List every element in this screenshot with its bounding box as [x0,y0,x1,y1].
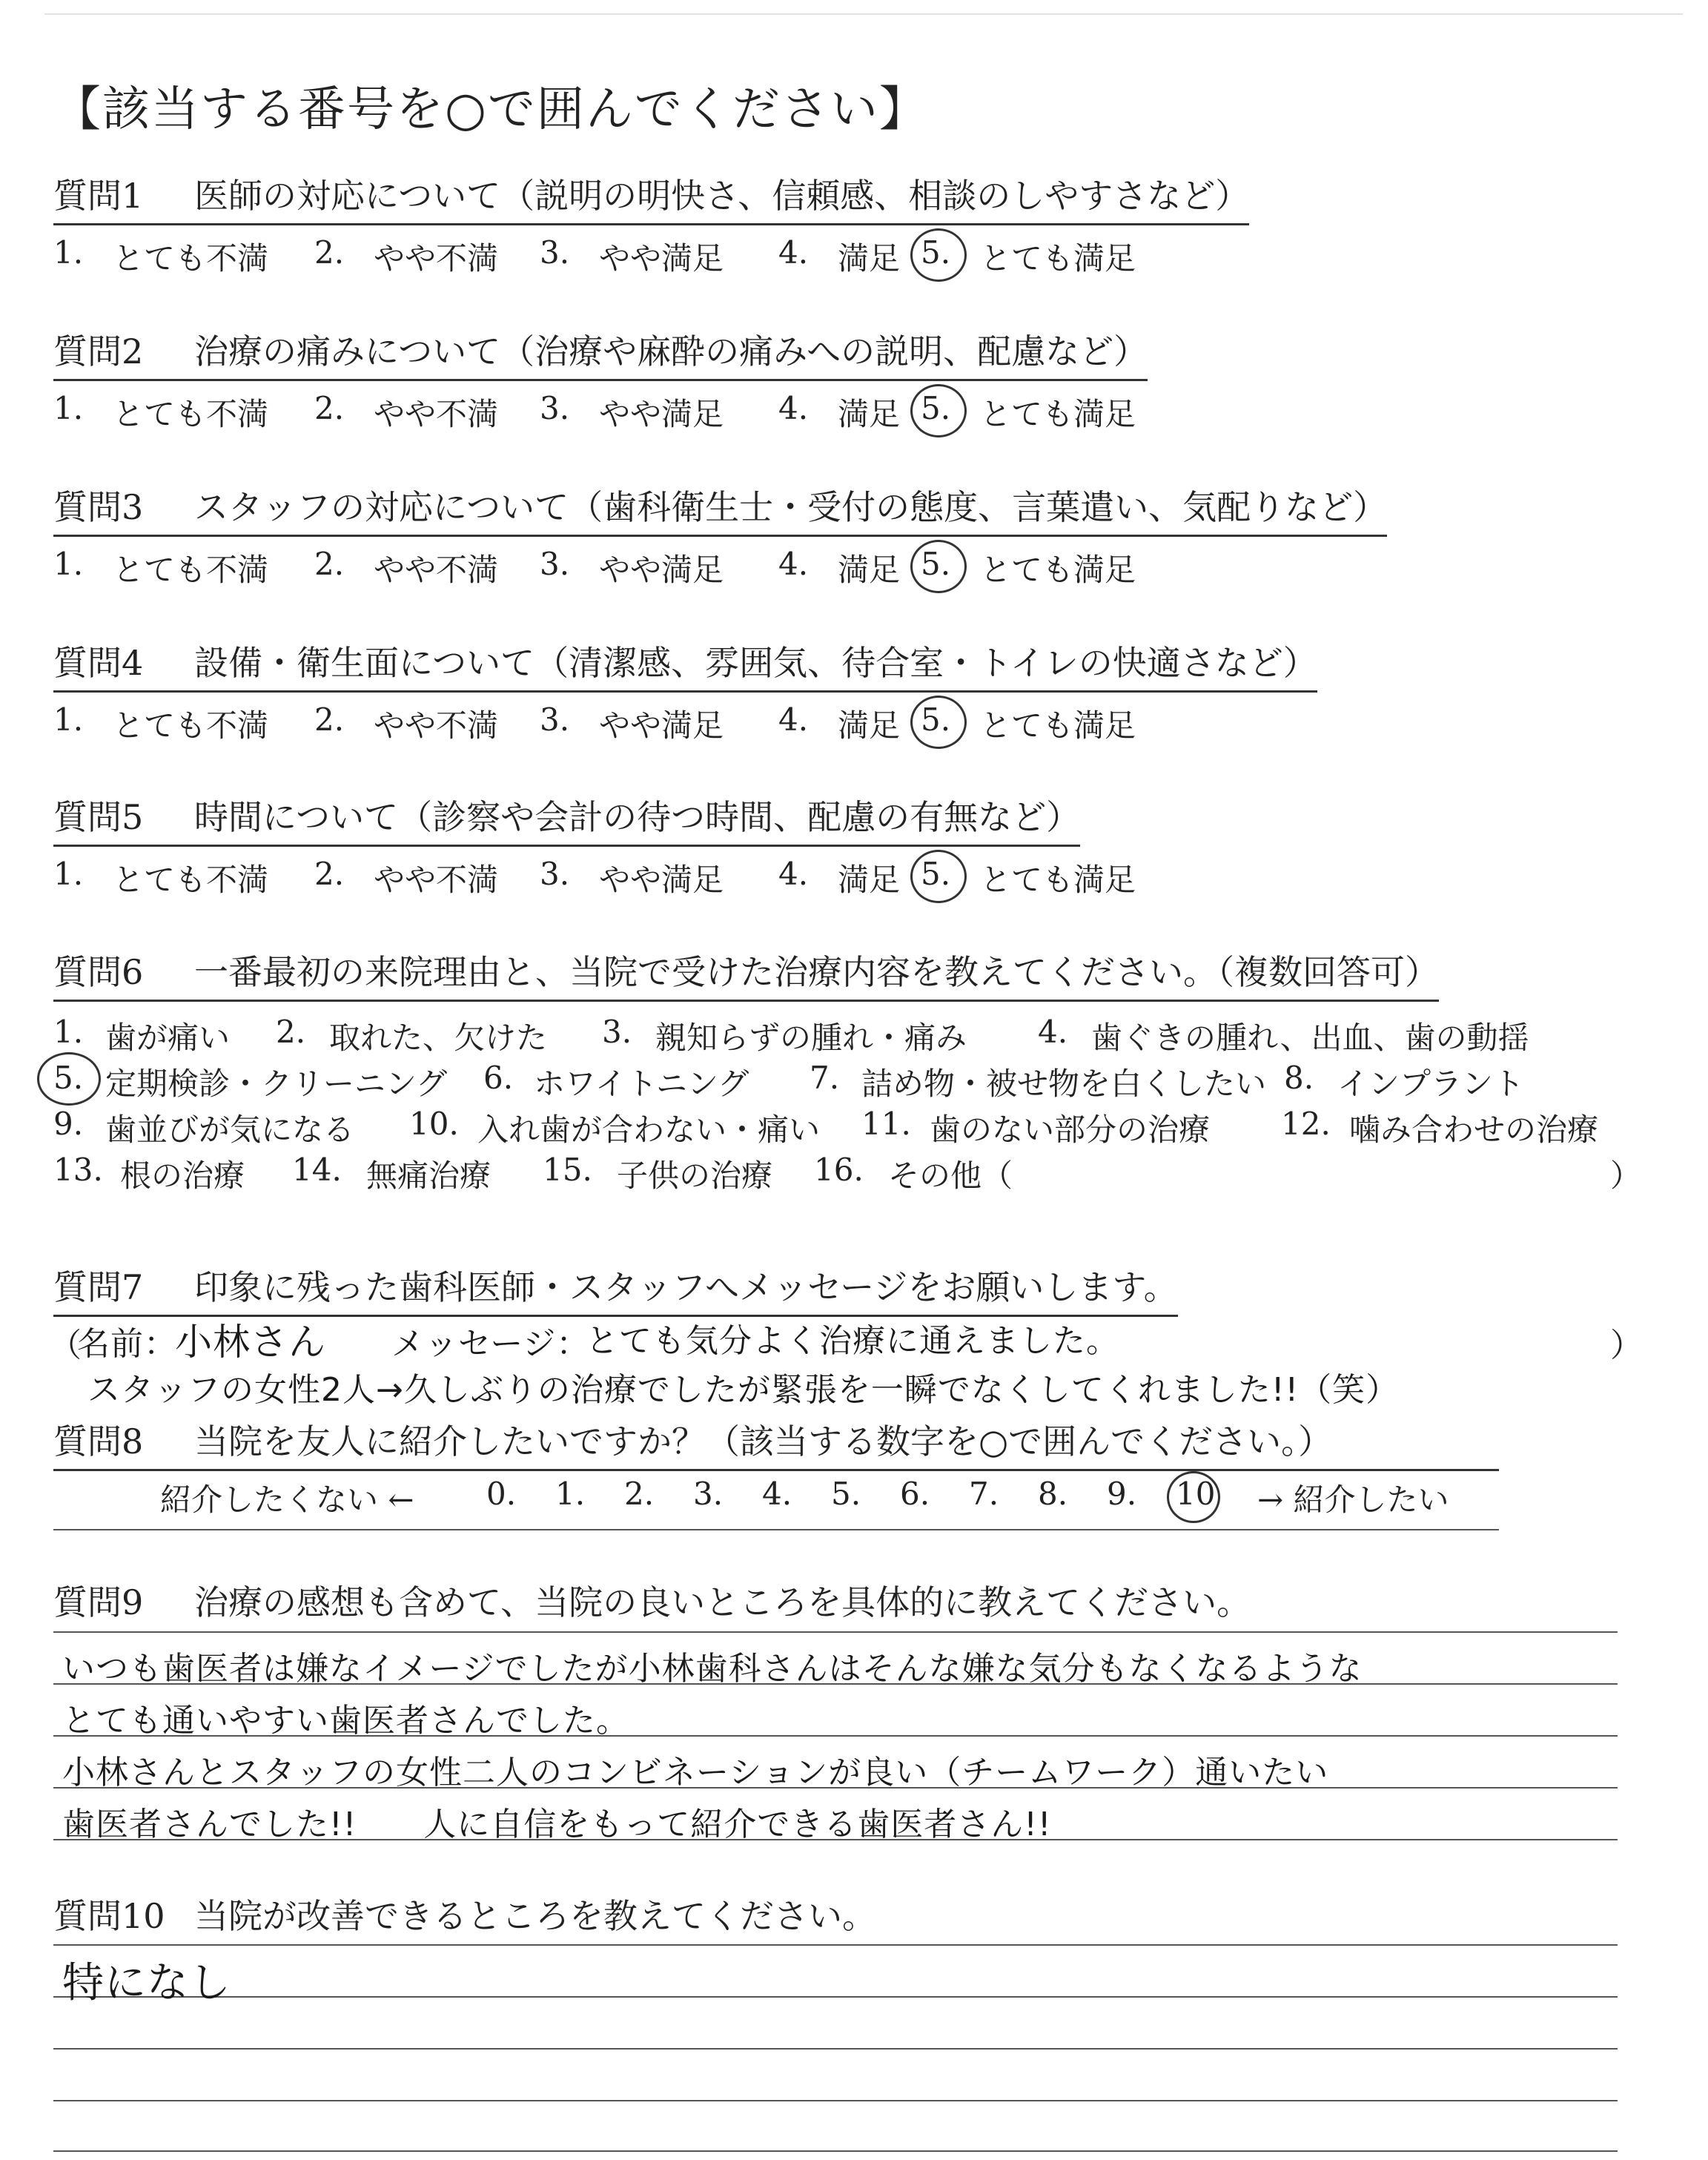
referral-scale [160,1476,1494,1520]
treatment-option-number[interactable]: 4. [1038,1014,1068,1050]
rating-option-label: 満足 [838,240,901,277]
question-9-heading [53,1576,1251,1628]
rating-scale [53,390,1647,435]
treatment-option-number[interactable]: 2. [276,1014,306,1050]
treatment-option-label: 根の治療 [120,1157,245,1194]
question-number: 質問3 [53,487,144,527]
treatment-option-number[interactable]: 14. [292,1152,342,1188]
rating-option-number[interactable]: 5. [921,701,951,738]
rating-option-label: 満足 [838,862,901,898]
question-2 [53,325,1647,435]
rating-option-number[interactable]: 3. [540,856,570,892]
open-paren: （ [49,1327,82,1364]
scale-number[interactable]: 10 [1176,1476,1216,1512]
rating-option-label: 満足 [838,707,901,744]
treatment-option-number[interactable]: 11. [861,1106,911,1142]
question-underline [53,690,1317,693]
question-text: 当院を友人に紹介したいですか？（該当する数字を○で囲んでください。） [194,1421,1333,1462]
treatment-option-number[interactable]: 10. [409,1106,459,1142]
question-number: 質問9 [53,1582,144,1622]
scale-right-label: → 紹介したい [1257,1482,1449,1518]
top-divider [44,13,1683,15]
treatment-option-label: 噛み合わせの治療 [1349,1112,1599,1148]
handwritten-answer-line: 特になし [62,1959,231,2007]
rating-option-label: とても満足 [980,552,1136,588]
rating-option-number[interactable]: 1. [53,546,84,582]
rating-scale [53,234,1647,279]
treatment-option-label: 歯が痛い [105,1020,231,1056]
rating-option-number[interactable]: 4. [778,390,809,426]
answer-rule [53,2100,1618,2101]
rating-option-number[interactable]: 3. [540,390,570,426]
name-value: 小林さん [175,1321,326,1364]
treatment-option-label: 歯のない部分の治療 [930,1112,1211,1148]
question-text: 当院が改善できるところを教えてください。 [194,1896,876,1936]
rating-option-label: とても満足 [980,396,1136,432]
rating-option-number[interactable]: 1. [53,701,84,738]
question-number: 質問2 [53,331,144,371]
rating-option-label: やや不満 [374,552,499,588]
question-1 [53,169,1647,279]
rating-option-number[interactable]: 3. [540,701,570,738]
rating-option-number[interactable]: 3. [540,234,570,271]
treatment-option-number[interactable]: 13. [53,1152,103,1188]
scale-number[interactable]: 6. [900,1476,930,1512]
rating-option-number[interactable]: 3. [540,546,570,582]
treatment-option-number[interactable]: 12. [1281,1106,1331,1142]
rating-option-number[interactable]: 2. [314,390,345,426]
answer-rule [53,1631,1618,1633]
answer-rule [53,1996,1618,1998]
question-text: 治療の痛みについて（治療や麻酔の痛みへの説明、配慮など） [194,331,1148,371]
question-number: 質問7 [53,1267,144,1307]
treatment-option-label: 取れた、欠けた [329,1020,548,1056]
question-text: 一番最初の来院理由と、当院で受けた治療内容を教えてください。（複数回答可） [194,952,1439,992]
question-number: 質問8 [53,1421,144,1462]
rating-option-label: やや満足 [599,240,724,277]
rating-option-label: やや満足 [599,552,724,588]
rating-option-label: とても不満 [113,396,269,432]
question-1-heading [53,169,1249,221]
rating-option-label: やや満足 [599,862,724,898]
answer-rule [53,2048,1618,2050]
rating-option-number[interactable]: 5. [921,856,951,892]
treatment-option-label: 詰め物・被せ物を白くしたい [861,1066,1267,1102]
answer-rule [53,2150,1618,2152]
rating-option-number[interactable]: 2. [314,234,345,271]
rating-option-label: とても不満 [113,707,269,744]
rating-option-number[interactable]: 5. [921,234,951,271]
treatment-option-label: 歯ぐきの腫れ、出血、歯の動揺 [1091,1020,1529,1056]
rating-option-label: やや満足 [599,396,724,432]
question-10 [53,1889,1647,1941]
treatment-option-number[interactable]: 15. [543,1152,592,1188]
scale-left-label: 紹介したくない ← [160,1482,414,1518]
treatment-option-label: 定期検診・クリーニング [105,1066,448,1102]
treatment-option-number[interactable]: 9. [53,1106,84,1142]
rating-option-label: とても不満 [113,552,269,588]
rating-option-number[interactable]: 4. [778,856,809,892]
treatment-option-number[interactable]: 3. [602,1014,632,1050]
treatment-option-number[interactable]: 6. [483,1060,514,1096]
rating-option-label: やや不満 [374,707,499,744]
rating-option-number[interactable]: 5. [921,546,951,582]
close-paren: ） [1610,1327,1643,1364]
treatment-option-label: その他（ [888,1157,1013,1194]
rating-option-label: とても満足 [980,240,1136,277]
message-line-1: とても気分よく治療に通えました。 [586,1322,1119,1360]
handwritten-answer-line: 歯医者さんでした!! 人に自信をもって紹介できる歯医者さん!! [62,1806,1052,1843]
treatment-row [53,1106,1647,1152]
rating-option-number[interactable]: 1. [53,234,84,271]
treatment-option-label: 歯並びが気になる [105,1112,355,1148]
treatment-row [53,1014,1647,1060]
handwritten-answer-line: 小林さんとスタッフの女性二人のコンビネーションが良い（チームワーク）通いたい [62,1754,1329,1791]
scale-number[interactable]: 3. [693,1476,724,1512]
question-underline [53,379,1148,381]
scale-number[interactable]: 5. [831,1476,861,1512]
scale-number[interactable]: 1. [555,1476,586,1512]
treatment-option-number[interactable]: 5. [53,1060,84,1096]
message-label: メッセージ： [391,1325,590,1363]
rating-option-label: とても不満 [113,862,269,898]
question-6-heading [53,945,1439,997]
rating-scale [53,856,1647,900]
treatment-option-number[interactable]: 16. [814,1152,864,1188]
rating-option-label: 満足 [838,396,901,432]
treatment-option-label: ホワイトニング [534,1066,749,1102]
rating-scale [53,701,1647,746]
rating-option-number[interactable]: 2. [314,856,345,892]
question-number: 質問4 [53,643,144,683]
rating-option-number[interactable]: 2. [314,546,345,582]
name-label: 名前： [77,1325,177,1363]
question-number: 質問5 [53,797,144,837]
rating-option-number[interactable]: 5. [921,390,951,426]
question-text: 設備・衛生面について（清潔感、雰囲気、待合室・トイレの快適さなど） [194,643,1317,683]
treatment-option-label: 親知らずの腫れ・痛み [655,1020,967,1056]
rating-scale [53,546,1647,590]
question-4 [53,636,1647,746]
treatment-option-label: 入れ歯が合わない・痛い [477,1112,821,1148]
handwritten-answer-line: いつも歯医者は嫌なイメージでしたが小林歯科さんはそんな嫌な気分もなくなるような [62,1650,1363,1688]
question-underline [53,1469,1499,1471]
question-underline [53,1000,1439,1002]
treatment-row [53,1152,1647,1198]
question-4-heading [53,636,1317,688]
scale-number[interactable]: 4. [762,1476,792,1512]
scale-underline [53,1529,1499,1530]
question-number: 質問1 [53,176,144,216]
scale-number[interactable]: 2. [624,1476,655,1512]
treatment-row [53,1060,1647,1106]
rating-option-label: やや不満 [374,240,499,277]
question-number: 質問6 [53,952,144,992]
scale-number[interactable]: 8. [1038,1476,1068,1512]
question-underline [53,535,1387,537]
question-3 [53,480,1647,590]
scale-number[interactable]: 9. [1107,1476,1137,1512]
scale-number[interactable]: 0. [486,1476,517,1512]
rating-option-number[interactable]: 4. [778,701,809,738]
scale-number[interactable]: 7. [969,1476,999,1512]
question-5-heading [53,790,1080,842]
treatment-option-number[interactable]: 8. [1284,1060,1314,1096]
rating-option-label: とても満足 [980,707,1136,744]
rating-option-label: とても満足 [980,862,1136,898]
question-7-heading [53,1261,1178,1312]
question-underline [53,223,1249,225]
rating-option-number[interactable]: 2. [314,701,345,738]
question-text: 印象に残った歯科医師・スタッフへメッセージをお願いします。 [194,1267,1178,1307]
question-7 [53,1261,1647,1312]
answer-rule [53,1944,1618,1946]
rating-option-number[interactable]: 1. [53,856,84,892]
question-number: 質問10 [53,1896,165,1936]
question-text: 治療の感想も含めて、当院の良いところを具体的に教えてください。 [194,1582,1251,1622]
close-paren: ） [1610,1157,1642,1194]
page-title: 【該当する番号を○で囲んでください】 [53,82,928,137]
question-text: スタッフの対応について（歯科衛生士・受付の態度、言葉遣い、気配りなど） [194,487,1388,527]
question-text: 時間について（診察や会計の待つ時間、配慮の有無など） [194,797,1081,837]
rating-option-number[interactable]: 4. [778,546,809,582]
rating-option-number[interactable]: 4. [778,234,809,271]
rating-option-label: やや不満 [374,862,499,898]
question-2-heading [53,325,1148,377]
question-9 [53,1576,1647,1628]
rating-option-label: やや満足 [599,707,724,744]
message-line-2: スタッフの女性2人→久しぶりの治療でしたが緊張を一瞬でなくしてくれました!!（笑） [87,1371,1400,1409]
question-underline [53,845,1080,847]
treatment-option-number[interactable]: 7. [810,1060,840,1096]
treatment-option-label: 無痛治療 [366,1157,491,1194]
question-6 [53,945,1647,1198]
question-5 [53,790,1647,900]
question-text: 医師の対応について（説明の明快さ、信頼感、相談のしやすさなど） [194,176,1250,216]
rating-option-label: やや不満 [374,396,499,432]
treatment-option-label: インプラント [1337,1066,1525,1102]
question-3-heading [53,480,1387,532]
treatment-option-number[interactable]: 1. [53,1014,84,1050]
question-8-heading [53,1415,1499,1467]
question-10-heading [53,1889,876,1941]
rating-option-label: 満足 [838,552,901,588]
rating-option-number[interactable]: 1. [53,390,84,426]
rating-option-label: とても不満 [113,240,269,277]
treatment-option-label: 子供の治療 [617,1157,773,1194]
handwritten-answer-line: とても通いやすい歯医者さんでした。 [62,1702,629,1740]
question-8 [53,1415,1647,1467]
